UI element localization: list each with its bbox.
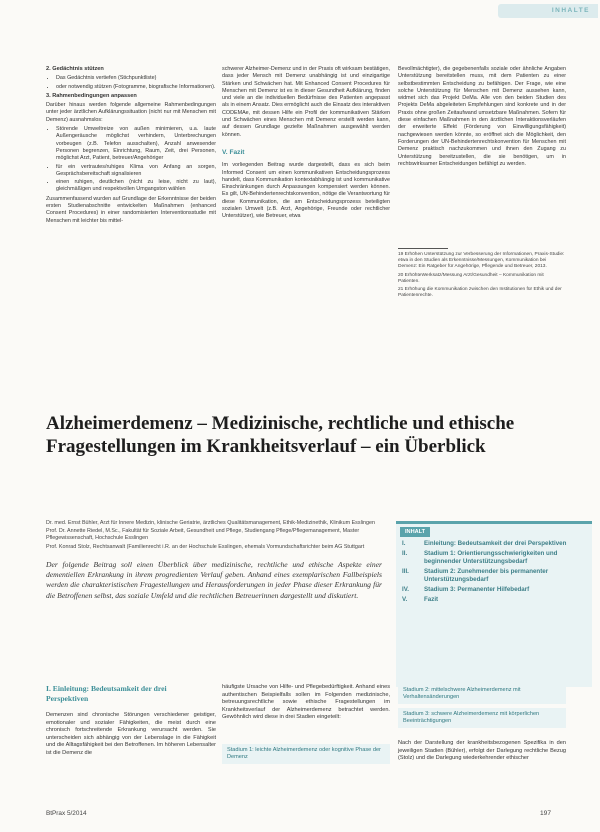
list-item: • einen ruhigen, deutlichen (nicht zu leise, nicht zu laut), gleichmäßigen und respektvollen Umgangston wählen xyxy=(56,179,216,194)
top-column-2 xyxy=(222,66,390,316)
author: Prof. Konrad Stolz, Rechtsanwalt (Familienrecht i.R. an der Hochschule Esslingen, ehemals Vormundschaftsrichter beim AG Stuttgart xyxy=(46,543,365,550)
contents-label: Stadium 1: Orientierungsschwierigkeiten und beginnender Unterstützungsbedarf xyxy=(424,550,558,565)
contents-list xyxy=(396,540,592,604)
contents-box xyxy=(396,521,592,687)
contents-label: Stadium 3: Permanenter Hilfebedarf xyxy=(424,586,530,593)
stage-3-box: Stadium 3: schwere Alzheimerdemenz mit körperlichen Beeinträchtigungen xyxy=(398,708,566,728)
paragraph: Zusammenfassend wurden auf Grundlage der Erkenntnisse der beiden ersten Studienabschnitte entwickelten Maßnahmen (enhanced Consent Procedures) in einer randomisierten Interventionsstudie mit Menschen mit leichter bis mittel- xyxy=(46,195,216,224)
contents-item[interactable] xyxy=(402,540,586,548)
footnote: 19 Erhöhen Unterstützung zur Verbesserung der Informationen, Praxis-Studie: etwa in den Studien als Erkenntnisse/Messungen, Kommunikation bei Demenz: Ein Ratgeber für Angehörige, Pflegende und Betreuer, 2013. xyxy=(398,252,565,270)
footnotes xyxy=(398,252,566,299)
item-2-heading: 2. Gedächtnis stützen xyxy=(46,66,104,72)
top-column-3 xyxy=(398,66,566,246)
article-title: Alzheimerdemenz – Medizinische, rechtliche und ethische Fragestellungen im Krankheitsverlauf – ein Überblick xyxy=(46,413,515,457)
author: Prof. Dr. Annette Riedel, M.Sc., Fakultät für Soziale Arbeit, Gesundheit und Pflege, Studiengang Pflege/Pflegemanagement, Master Pflegewissenschaft, Hochschule Esslingen xyxy=(46,528,360,542)
footnote: 20 ErhöhteWerksatz/Messung Arzt/Gesundheit – Kommunikation mit Patienten. xyxy=(398,272,544,284)
top-column-1 xyxy=(46,66,216,316)
contents-numeral: I. xyxy=(402,540,406,547)
author-list xyxy=(46,520,386,551)
paragraph: schwerer Alzheimer-Demenz und in der Praxis oft wirksam bestätigen, dass jeder Mensch mit Demenz unabhängig ist und einzigartige Stärken und Schwächen hat. Mit Enhanced Consent Procedures für Menschen mit Demenz ist es in dieser Gesundheit Aufklärung, finden und viele an die individuellen Bedürfnisse des Patienten angepasst als in einem Ansatz. Dies ermöglicht auch die Einsatz des interaktiven CODEMAe, mit dessen Hilfe ein Profil der kommunikativen Stärken und Schwächen eines Menschen mit Demenz erstellt werden kann, auf dessen Grundlage gezielte Maßnahmen ausgewählt werden können. xyxy=(222,66,390,138)
abstract: Der folgende Beitrag soll einen Überblick über medizinische, rechtliche und ethische Aspekte einer dementiellen Erkrankung in ihrem progredienten Verlauf geben. Anhand eines exemplarischen Fallbeispiels werden die charakteristischen Fragestellungen und Herausforderungen in jeder Phase dieser Erkrankung für die Betroffenen selbst, das soziale Umfeld und die rechtlichen Betreuerinnen dargestellt und diskutiert. xyxy=(46,560,382,600)
contents-numeral: II. xyxy=(402,550,408,557)
contents-item[interactable] xyxy=(402,596,586,604)
section-1-heading: I. Einleitung: Bedeutsamkeit der drei Perspektiven xyxy=(46,684,167,703)
item-3-heading: 3. Rahmenbedingungen anpassen xyxy=(46,92,137,99)
fazit-heading: V. Fazit xyxy=(222,148,245,156)
contents-label: Fazit xyxy=(424,596,439,603)
stage-1-box: Stadium 1: leichte Alzheimerdemenz oder kognitive Phase der Demenz xyxy=(222,744,390,764)
bullet-list-2 xyxy=(46,126,216,194)
bullet-list-1 xyxy=(46,75,216,91)
contents-item[interactable] xyxy=(402,568,586,584)
middle-text: häufigste Ursache von Hilfe- und Pflegebedürftigkeit. Anhand eines authentischen Beispielfalls sollen im Folgenden medizinische, betreuungsrechtliche sowie ethische Fragestellungen im Krankheitsverlauf der Alzheimerdemenz betrachtet werden. Gewöhnlich wird diese in drei Stadien eingeteilt: xyxy=(222,684,390,721)
section-tab-label: INHALTE xyxy=(551,7,590,14)
list-item: • für ein vertrautes/ruhiges Klima von Anfang an sorgen, Gesprächsbereitschaft signalisieren xyxy=(56,164,216,179)
list-item: • Störende Umweltreize von außen minimieren, u.a. laute Außengeräusche möglichst verhindern, Unterbrechungen vorbeugen (z.B. Telefon ausschalten), Anzahl anwesender Personen begrenzen, Einrichtung, Raum, Zeit, drei Personen, möglichst Arzt, Patient, betreuer/Angehöriger xyxy=(56,126,216,162)
paragraph: Bevollmächtigter), die gegebenenfalls soziale oder ähnliche Angaben Unterstützung bereitstellen muss, mit dem Patienten zu einer selbstbestimmten Entscheidung zu befähigen. Der Frage, wie eine solche Unterstützung für Menschen mit Demenz aussehen kann, widmet sich das Projekt DeMa. Alle von den beiden Studien des Projekts DeMa abgeleiteten Empfehlungen sind konkrete und in der Praxis ohne großen Zeitaufwand umsetzbare Maßnahmen. Sofern für diese einfachen Maßnahmen in den ärztlichen Interaktionsverläufen der erweiterte Effekt (Förderung von Einwilligungsfähigkeit) nachgewiesen werden könnte, so eröffnet sich die Möglichkeit, den Forderungen der UN-Behindertenrechtskonvention für Menschen mit Demenz praktisch nachzukommen und ihnen den Zugang zu Unterstützung bereitzustellen, die sie benötigen, um in rechtswirksamer Entscheidungen befähigt zu werden. xyxy=(398,66,566,167)
paragraph: Darüber hinaus werden folgende allgemeine Rahmenbedingungen unter jeder ärztlichen Aufklärungssituation (nicht nur mit Menschen mit Demenz) ausnahmslos: xyxy=(46,102,216,123)
footnote-divider xyxy=(398,248,448,249)
section-1-text: Demenzen sind chronische Störungen verschiedener geistiger, emotionaler und sozialer Fähigkeiten, die meist durch eine chronisch fortschreitende Erkrankung verursacht werden. Sie unterscheiden sich abhängig von der Lebenslage in die Fähigkeit und die Alltagsfähigkeit bei den Betroffenen. Im höheren Lebensalter ist die Demenz die xyxy=(46,712,216,756)
contents-label: Einleitung: Bedeutsamkeit der drei Perspektiven xyxy=(424,540,567,547)
footer-journal: BtPrax 5/2014 xyxy=(46,810,87,817)
stage-2-box: Stadium 2: mittelschwere Alzheimerdemenz mit Verhaltensänderungen xyxy=(398,684,566,704)
contents-item[interactable] xyxy=(402,550,586,566)
author: Dr. med. Ernst Bühler, Arzt für Innere Medizin, klinische Geriatrie, ärztliches Qualitätsmanagement, Ethik-Medizinethik, Klinikum Esslingen xyxy=(46,520,375,526)
footnote: 21 Erhöhung die Kommunikation zwischen den Institutionen für Ethik und der Patientenrechte. xyxy=(398,287,562,299)
list-item: • Das Gedächtnis vertiefen (Stichpunktliste) xyxy=(56,75,216,82)
page-number: 197 xyxy=(540,810,552,817)
contents-item[interactable] xyxy=(402,586,586,594)
paragraph: Im vorliegenden Beitrag wurde dargestellt, dass es sich beim Informed Consent um einen kommunikativen Entscheidungsprozess handelt, dass Kommunikation kontextabhängig ist und kommunikative Einschränkungen durch Anpassungen kompensiert werden können. Es gilt, UN-Behindertenrechtskonvention, nötige die Verantwortung für diese Kommunikation, die am Entscheidungsprozess beteiligten sozialen Umwelt (z.B. Arzt, Angehörige, Freunde oder rechtlicher Unterstützer), wie Betreuer, etwa xyxy=(222,162,390,220)
right-text: Nach der Darstellung der krankheitsbezogenen Spezifika in den jeweiligen Stadien (Bühler), erfolgt der Darlegung rechtliche Bezug (Stolz) und die Darlegung wiederkehrender ethischer xyxy=(398,740,566,762)
section-tab xyxy=(498,4,598,18)
list-item: • oder notwendig stützen (Fotogramme, biografische Informationen). xyxy=(56,84,216,91)
contents-heading: INHALT xyxy=(400,527,430,537)
contents-label: Stadium 2: Zunehmender bis permanenter Unterstützungsbedarf xyxy=(424,568,549,583)
contents-numeral: IV. xyxy=(402,586,409,593)
contents-numeral: III. xyxy=(402,568,409,575)
contents-numeral: V. xyxy=(402,596,408,603)
